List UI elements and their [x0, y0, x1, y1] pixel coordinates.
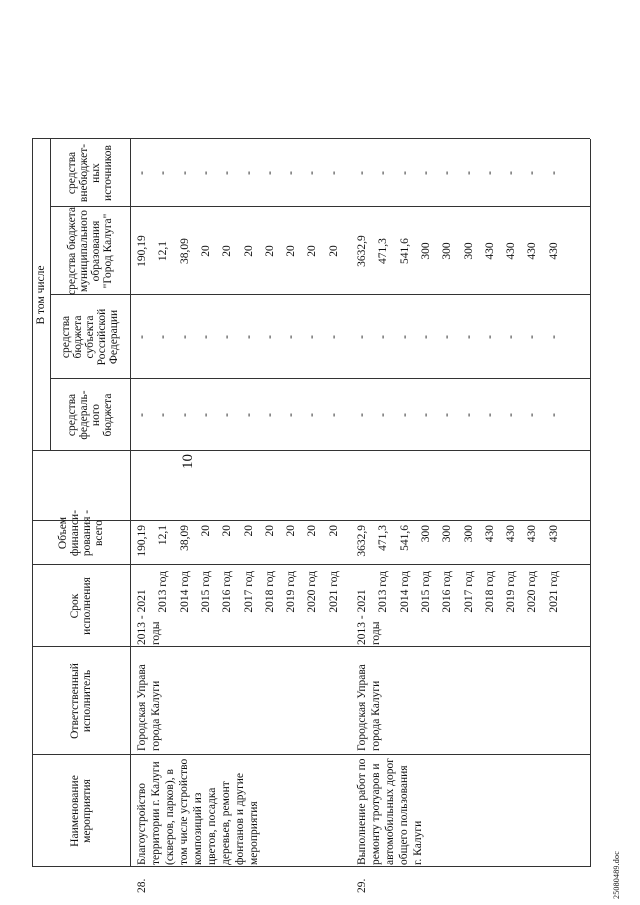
row-term: 2013 - 2021 годы — [356, 589, 382, 645]
row-federal: - — [356, 413, 368, 417]
row-total: 541,6 — [398, 525, 411, 551]
row-term: 2021 год — [327, 571, 340, 613]
row-nonbudget: - — [157, 171, 170, 175]
row-municipal: 541,6 — [398, 238, 411, 264]
row-subject: - — [377, 335, 390, 339]
row-total: 430 — [483, 525, 496, 543]
row-subject: - — [306, 335, 319, 339]
row-federal: - — [483, 413, 496, 417]
row-federal: - — [327, 413, 340, 417]
row-total: 20 — [285, 525, 298, 537]
header-bottom-border — [130, 139, 131, 867]
row-term: 2017 год — [462, 571, 475, 613]
header-executor: Ответственный исполнитель — [69, 663, 93, 739]
row-subject: - — [327, 335, 340, 339]
row-municipal: 300 — [462, 242, 475, 260]
row-municipal: 20 — [263, 245, 276, 257]
row-federal: - — [306, 413, 319, 417]
row-term: 2019 год — [505, 571, 518, 613]
row-nonbudget: - — [356, 171, 368, 175]
row-nonbudget: - — [178, 171, 191, 175]
row-number: 29. — [356, 878, 368, 893]
row-nonbudget: - — [377, 171, 390, 175]
row-term: 2020 год — [526, 571, 539, 613]
row-total: 471,3 — [377, 525, 390, 551]
row-nonbudget: - — [398, 171, 411, 175]
row-subject: - — [356, 335, 368, 339]
row-number: 28. — [136, 878, 148, 893]
header-federal: средства федераль- ного бюджета — [66, 390, 114, 440]
row-total: 300 — [419, 525, 432, 543]
row-federal: - — [263, 413, 276, 417]
row-subject: - — [419, 335, 432, 339]
row-federal: - — [419, 413, 432, 417]
row-nonbudget: - — [462, 171, 475, 175]
row-total: 430 — [505, 525, 518, 543]
row-nonbudget: - — [419, 171, 432, 175]
row-term: 2013 год — [157, 571, 170, 613]
row-municipal: 20 — [221, 245, 234, 257]
row-nonbudget: - — [242, 171, 255, 175]
row-federal: - — [242, 413, 255, 417]
row-federal: - — [505, 413, 518, 417]
row-term: 2016 год — [221, 571, 234, 613]
row-federal: - — [441, 413, 454, 417]
page-number: 10 — [180, 454, 196, 469]
row-term: 2021 год — [547, 571, 560, 613]
row-municipal: 20 — [199, 245, 212, 257]
row-term: 2019 год — [285, 571, 298, 613]
row-municipal: 430 — [526, 242, 539, 260]
row-term: 2014 год — [178, 571, 191, 613]
row-term: 2015 год — [199, 571, 212, 613]
row-nonbudget: - — [547, 171, 560, 175]
row-nonbudget: - — [505, 171, 518, 175]
header-volume: Объем финанси- рования - всего — [57, 509, 105, 557]
row-subject: - — [505, 335, 518, 339]
row-subject: - — [483, 335, 496, 339]
row-federal: - — [157, 413, 170, 417]
table-bottom-border — [590, 139, 591, 867]
header-incl: В том числе — [35, 265, 47, 325]
row-subject: - — [199, 335, 212, 339]
row-federal: - — [136, 413, 148, 417]
row-subject: - — [441, 335, 454, 339]
row-total: 430 — [547, 525, 560, 543]
row-term: 2013 - 2021 годы — [136, 589, 162, 645]
row-total: 20 — [221, 525, 234, 537]
row-municipal: 430 — [547, 242, 560, 260]
header-municipal: средства бюджета муниципального образования "Город Калуга" — [66, 207, 114, 295]
row-nonbudget: - — [327, 171, 340, 175]
row-federal: - — [199, 413, 212, 417]
row-nonbudget: - — [306, 171, 319, 175]
document-id: 25080489.doc — [612, 851, 621, 899]
row-municipal: 20 — [306, 245, 319, 257]
row-federal: - — [398, 413, 411, 417]
header-name: Наименование мероприятия — [69, 775, 93, 847]
row-federal: - — [377, 413, 390, 417]
row-nonbudget: - — [526, 171, 539, 175]
row-federal: - — [178, 413, 191, 417]
row-subject: - — [221, 335, 234, 339]
row-nonbudget: - — [136, 171, 148, 175]
row-subject: - — [263, 335, 276, 339]
row-term: 2016 год — [441, 571, 454, 613]
row-municipal: 300 — [441, 242, 454, 260]
row-subject: - — [398, 335, 411, 339]
row-nonbudget: - — [263, 171, 276, 175]
row-subject: - — [285, 335, 298, 339]
row-total: 190,19 — [136, 525, 148, 557]
row-subject: - — [136, 335, 148, 339]
row-subject: - — [526, 335, 539, 339]
row-total: 12,1 — [157, 525, 170, 546]
row-term: 2017 год — [242, 571, 255, 613]
row-term: 2020 год — [306, 571, 319, 613]
row-term: 2013 год — [377, 571, 390, 613]
row-nonbudget: - — [285, 171, 298, 175]
row-subject: - — [178, 335, 191, 339]
row-total: 38,09 — [178, 525, 191, 551]
row-nonbudget: - — [441, 171, 454, 175]
row-total: 20 — [242, 525, 255, 537]
row-term: 2018 год — [263, 571, 276, 613]
row-subject: - — [462, 335, 475, 339]
header-subject: средства бюджета субъекта Российской Федерации — [60, 308, 120, 366]
row-subject: - — [242, 335, 255, 339]
row-total: 3632,9 — [356, 525, 368, 557]
row-municipal: 190,19 — [136, 235, 148, 267]
row-federal: - — [547, 413, 560, 417]
row-subject: - — [157, 335, 170, 339]
row-federal: - — [285, 413, 298, 417]
row-municipal: 430 — [483, 242, 496, 260]
row-term: 2015 год — [419, 571, 432, 613]
row-municipal: 20 — [327, 245, 340, 257]
row-total: 20 — [199, 525, 212, 537]
row-federal: - — [221, 413, 234, 417]
row-municipal: 430 — [505, 242, 518, 260]
row-total: 20 — [306, 525, 319, 537]
header-nonbudget: средства внебюджет- ных источников — [66, 143, 114, 203]
row-name: Благоустройство территории г. Калуги (скверов, парков), в том числе устройство композиций из цветов, посадка деревьев, ремонт фонтанов и другие мероприятия — [136, 758, 260, 865]
row-federal: - — [462, 413, 475, 417]
row-total: 430 — [526, 525, 539, 543]
row-executor: Городская Управа города Калуги — [356, 664, 382, 751]
row-subject: - — [547, 335, 560, 339]
row-total: 20 — [327, 525, 340, 537]
row-total: 300 — [441, 525, 454, 543]
row-municipal: 38,09 — [178, 238, 191, 264]
row-municipal: 300 — [419, 242, 432, 260]
row-total: 20 — [263, 525, 276, 537]
row-nonbudget: - — [483, 171, 496, 175]
row-nonbudget: - — [221, 171, 234, 175]
row-term: 2018 год — [483, 571, 496, 613]
row-nonbudget: - — [199, 171, 212, 175]
row-executor: Городская Управа города Калуги — [136, 664, 162, 751]
row-municipal: 3632,9 — [356, 235, 368, 267]
row-municipal: 12,1 — [157, 240, 170, 262]
row-name: Выполнение работ по ремонту тротуаров и автомобильных дорог общего пользования г. Калуги — [356, 758, 424, 865]
row-federal: - — [526, 413, 539, 417]
row-total: 300 — [462, 525, 475, 543]
row-municipal: 20 — [285, 245, 298, 257]
row-municipal: 471,3 — [377, 238, 390, 264]
row-municipal: 20 — [242, 245, 255, 257]
row-term: 2014 год — [398, 571, 411, 613]
header-term: Срок исполнения — [69, 577, 93, 635]
